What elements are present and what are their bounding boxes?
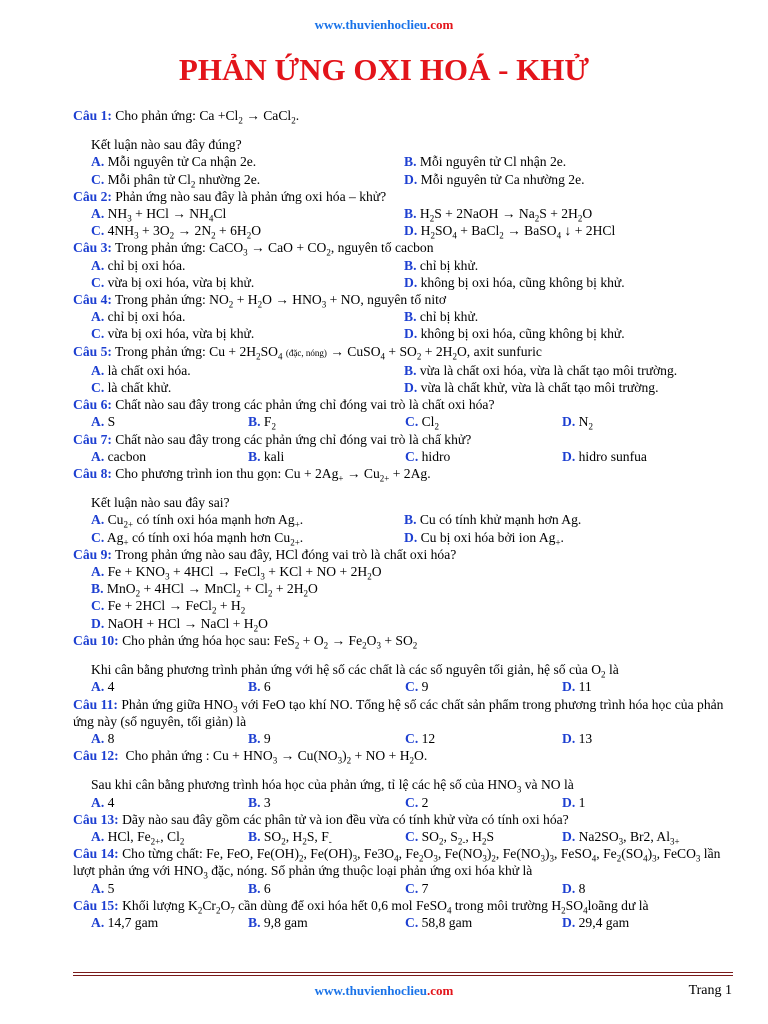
- option-row: [73, 678, 743, 695]
- question-text: Chất nào sau đây trong các phản ứng chỉ đóng vai trò là chấ khử?: [111, 431, 472, 447]
- answer-option-b: [248, 730, 405, 747]
- option-row: [73, 511, 743, 531]
- option-text: hidro: [418, 448, 451, 464]
- option-letter: D.: [91, 615, 105, 631]
- option-text: 12: [418, 730, 436, 746]
- answer-option-d: [404, 325, 717, 342]
- answer-option-a: [91, 308, 404, 325]
- question-number: Câu 11:: [73, 696, 118, 712]
- question-4: [73, 291, 743, 343]
- answer-option-c: [405, 678, 562, 695]
- answer-option-c: [91, 529, 404, 546]
- option-text: không bị oxi hóa, cũng không bị khử.: [417, 274, 625, 290]
- question-8: [73, 465, 743, 546]
- answer-option-d: [562, 413, 719, 433]
- option-letter: D.: [404, 380, 418, 396]
- question-number: Câu 10:: [73, 632, 119, 648]
- option-text: 5: [104, 880, 115, 896]
- answer-option-c: [405, 448, 562, 465]
- question-number: Câu 3:: [73, 240, 112, 256]
- question-number: Câu 7:: [73, 431, 112, 447]
- answer-option-d: [404, 529, 717, 546]
- question-text: Dãy nào sau đây gồm các phân tử và ion đều vừa có tính khử vừa có tính oxi hóa?: [118, 811, 569, 827]
- question-stem: [73, 188, 743, 205]
- answer-option-b: [404, 257, 717, 274]
- answer-option-b: [404, 153, 717, 170]
- option-letter: A.: [91, 309, 105, 325]
- option-text: vừa bị oxi hóa, vừa bị khử.: [104, 274, 255, 290]
- question-2: [73, 188, 743, 240]
- option-text: $N_2$: [575, 414, 593, 433]
- option-text: $SO_2$, $S_{2-}$, $H_2S$: [418, 828, 495, 847]
- option-letter: C.: [405, 730, 419, 746]
- question-6: [73, 396, 743, 433]
- option-text: 9,8 gam: [260, 914, 308, 930]
- answer-option-d: [562, 730, 719, 747]
- option-text: Mỗi nguyên tử Ca nhường 2e.: [417, 171, 585, 187]
- question-stem: [73, 811, 743, 828]
- option-text: chỉ bị khử.: [416, 309, 479, 325]
- option-letter: D.: [562, 730, 576, 746]
- answer-option-b: [248, 794, 405, 811]
- question-10: [73, 632, 743, 696]
- option-letter: C.: [91, 598, 105, 614]
- question-list: [73, 107, 743, 931]
- option-row: [73, 205, 743, 222]
- option-text: 3: [260, 794, 271, 810]
- answer-option-a: [91, 730, 248, 747]
- option-letter: C.: [405, 414, 419, 430]
- option-letter: B.: [404, 362, 417, 378]
- answer-option-a: [91, 880, 248, 897]
- option-text: Mỗi nguyên tử Ca nhận 2e.: [104, 154, 257, 170]
- question-text: Trong phản ứng: $NO_2 + H_2O \to HNO_3$ + NO, nguyên tố nitơ: [111, 292, 447, 310]
- option-letter: D.: [562, 414, 576, 430]
- question-prompt: Kết luận nào sau đây sai?: [91, 495, 230, 511]
- question-text: Cho phản ứng : $Cu + HNO_3 \to Cu(NO_3)_2$ + NO + $H_2O$.: [118, 748, 428, 766]
- answer-option-b: [248, 828, 405, 845]
- option-letter: B.: [248, 880, 261, 896]
- question-13: [73, 811, 743, 845]
- option-row: [73, 529, 743, 546]
- option-letter: B.: [248, 730, 261, 746]
- answer-option-c: [91, 379, 404, 396]
- option-letter: C.: [91, 380, 105, 396]
- question-text: Phản ứng nào sau đây là phản ứng oxi hóa – khử?: [111, 188, 387, 204]
- option-letter: C.: [91, 274, 105, 290]
- option-text: chỉ bị khử.: [416, 257, 479, 273]
- option-text: $H_2S$ + 2NaOH → $Na_2S + 2H_2O$: [416, 206, 593, 224]
- option-text: là chất khử.: [104, 380, 172, 396]
- question-text: Trong phản ứng nào sau đây, HCl đóng vai trò là chất oxi hóa?: [111, 546, 457, 562]
- footer-site-suffix: .com: [426, 983, 454, 998]
- option-letter: B.: [404, 257, 417, 273]
- option-letter: B.: [248, 448, 261, 464]
- option-text: hidro sunfua: [575, 448, 647, 464]
- answer-option-d: [404, 379, 717, 396]
- question-text: Cho phương trình ion thu gọn: $Cu + 2Ag_+ \to Cu_{2+} + 2Ag$.: [111, 466, 431, 484]
- option-row: [73, 325, 743, 342]
- question-11: [73, 696, 743, 748]
- option-row: [73, 379, 743, 396]
- option-letter: A.: [91, 362, 105, 378]
- option-text: 11: [575, 679, 592, 695]
- question-stem: [73, 431, 743, 448]
- option-text: Mỗi nguyên tử Cl nhận 2e.: [416, 154, 567, 170]
- option-letter: D.: [562, 679, 576, 695]
- option-text: 8: [104, 730, 115, 746]
- option-text: $NH_3$ + HCl → $NH_4Cl$: [104, 206, 227, 224]
- question-text: Cho phản ứng: $Ca +Cl_2$ → CaCl$_2$.: [111, 108, 300, 126]
- option-letter: A.: [91, 914, 105, 930]
- question-number: Câu 12:: [73, 748, 119, 764]
- option-letter: C.: [405, 679, 419, 695]
- answer-option-a: [91, 794, 248, 811]
- option-row: [73, 794, 743, 811]
- option-text: 4: [104, 794, 115, 810]
- option-text: Fe + 2HCl → FeCl$_2$ + $H_2$: [104, 598, 246, 617]
- header-site-suffix: .com: [426, 17, 454, 32]
- option-letter: A.: [91, 730, 105, 746]
- option-text: vừa là chất khử, vừa là chất tạo môi trường.: [417, 380, 659, 396]
- option-letter: B.: [91, 581, 104, 597]
- question-number: Câu 14:: [73, 846, 119, 862]
- option-letter: A.: [91, 828, 105, 844]
- option-text: 29,4 gam: [575, 914, 630, 930]
- option-letter: D.: [562, 448, 576, 464]
- option-text: 4: [104, 679, 115, 695]
- answer-option-b: [248, 678, 405, 695]
- answer-option-a: [91, 448, 248, 465]
- option-letter: D.: [562, 828, 576, 844]
- answer-option-b: [248, 413, 405, 433]
- question-14: [73, 845, 743, 897]
- answer-option-c: [91, 222, 404, 239]
- option-letter: D.: [404, 326, 418, 342]
- option-text: MnO$_2$ + 4HCl → MnCl$_2$ + $Cl_2 + 2H_2O$: [103, 581, 318, 599]
- answer-option-a: [91, 914, 248, 931]
- option-letter: A.: [91, 206, 105, 222]
- option-text: 1: [575, 794, 586, 810]
- option-letter: A.: [91, 154, 105, 170]
- question-number: Câu 1:: [73, 108, 112, 123]
- option-text: 2: [418, 794, 429, 810]
- option-text: vừa bị oxi hóa, vừa bị khử.: [104, 326, 255, 342]
- option-letter: A.: [91, 679, 105, 695]
- question-text: Khối lượng $K_2Cr_2O_7$ cần dùng để oxi hóa hết 0,6 mol FeSO$_4$ trong môi trường $H_2SO_4loãng$ dư là: [118, 897, 649, 916]
- question-text: Cho phản ứng hóa học sau: $FeS_2 + O_2 \to Fe_2O_3 + SO_2$: [118, 632, 418, 651]
- option-row: [73, 413, 743, 433]
- option-letter: B.: [248, 414, 261, 430]
- option-text: 14,7 gam: [104, 914, 159, 930]
- option-letter: B.: [248, 679, 261, 695]
- answer-option-c: [405, 828, 562, 845]
- question-9: [73, 546, 743, 632]
- option-row: [73, 153, 743, 170]
- question-number: Câu 9:: [73, 546, 112, 562]
- option-text: $F_2$: [260, 414, 276, 433]
- question-stem: [73, 696, 743, 730]
- option-letter: B.: [248, 794, 261, 810]
- answer-option-d: [562, 828, 719, 845]
- answer-option-b: [248, 448, 405, 465]
- question-text: Cho từng chất: Fe, FeO, $Fe(OH)_2$, $Fe(OH)_3$, $Fe3O_4$, $Fe_2O_3$, $Fe(NO_3)_2$, $Fe(NO_3)_3$, FeSO$_4$, $Fe_2(SO_4)_3$, FeCO$_3$ lần lượt phản ứng với $HNO_3$ đặc, nóng. Số phản ứng thuộc loại phản ứng oxi hóa khử là: [73, 846, 721, 882]
- option-letter: B.: [404, 154, 417, 170]
- option-text: $Na2SO_3$, Br2, $Al_{3+}$: [575, 828, 680, 847]
- footer-site-prefix: www.thuvienhoclieu: [314, 983, 427, 998]
- answer-option-c: [91, 171, 404, 188]
- footer-divider-2: [73, 975, 733, 976]
- answer-option-d: [562, 880, 719, 897]
- option-row: [73, 828, 743, 845]
- answer-option-b: [248, 914, 405, 931]
- answer-option-d: [562, 914, 719, 931]
- question-stem: [73, 546, 743, 563]
- question-stem: [73, 465, 743, 482]
- answer-option-b: [404, 205, 717, 222]
- answer-option-d: [562, 448, 719, 465]
- option-text: kali: [260, 448, 285, 464]
- option-row: [73, 615, 743, 632]
- question-15: [73, 897, 743, 931]
- option-text: $Cl_2$: [418, 414, 439, 433]
- option-text: 7: [418, 880, 429, 896]
- answer-option-a: [91, 205, 404, 222]
- option-text: 6: [260, 679, 271, 695]
- option-text: 13: [575, 730, 593, 746]
- option-row: [73, 222, 743, 239]
- option-text: là chất oxi hóa.: [104, 362, 191, 378]
- option-row: [73, 880, 743, 897]
- question-stem: [73, 897, 743, 914]
- answer-option-a: [91, 257, 404, 274]
- option-letter: C.: [405, 880, 419, 896]
- option-row: [73, 914, 743, 931]
- option-text: 58,8 gam: [418, 914, 473, 930]
- question-stem: [73, 396, 743, 413]
- question-text: Phản ứng giữa $HNO_3$ với FeO tạo khí NO. Tổng hệ số các chất sản phẩm trong phương trình hóa học của phản ứng này (số nguyên, tối giản) là: [73, 696, 724, 729]
- question-7: [73, 431, 743, 465]
- option-text: $Cu_{2+}$ có tính oxi hóa mạnh hơn $Ag_+$.: [104, 512, 304, 531]
- option-letter: A.: [91, 414, 105, 430]
- option-text: Cu có tính khử mạnh hơn Ag.: [416, 512, 582, 528]
- question-stem: [73, 845, 743, 882]
- option-text: 9: [418, 679, 429, 695]
- header-site-prefix: www.thuvienhoclieu: [314, 17, 427, 32]
- option-letter: A.: [91, 448, 105, 464]
- option-row: [73, 730, 743, 747]
- answer-option-c: [91, 597, 743, 617]
- option-letter: B.: [404, 309, 417, 325]
- answer-option-c: [405, 730, 562, 747]
- question-prompt: Sau khi cân bằng phương trình hóa học của phản ứng, tỉ lệ các hệ số của $HNO_3$ và NO là: [91, 777, 574, 796]
- answer-option-c: [405, 914, 562, 931]
- option-text: $Fe + KNO_3 + 4HCl$ → FeCl$_3$ + KCl + NO + $2H_2O$: [104, 564, 382, 582]
- question-stem: [73, 291, 743, 308]
- answer-option-d: [404, 222, 717, 239]
- option-text: $SO_2$, $H_2S$, $F_-$: [260, 828, 332, 847]
- answer-option-c: [405, 794, 562, 811]
- option-row: [73, 171, 743, 188]
- option-text: S: [104, 414, 116, 430]
- option-text: $4NH_3 + 3O_2 \to 2N_2 + 6H_2O$: [104, 223, 262, 241]
- option-row: [73, 597, 743, 617]
- option-text: chỉ bị oxi hóa.: [104, 309, 186, 325]
- answer-option-b: [91, 580, 743, 597]
- option-letter: D.: [562, 794, 576, 810]
- question-prompt: Kết luận nào sau đây đúng?: [91, 137, 242, 153]
- option-letter: C.: [91, 223, 105, 239]
- option-row: [73, 362, 743, 379]
- answer-option-b: [404, 308, 717, 325]
- question-number: Câu 2:: [73, 188, 112, 204]
- option-text: 9: [260, 730, 271, 746]
- option-text: $Ag_+$ có tính oxi hóa mạnh hơn $Cu_{2+}$.: [104, 529, 304, 548]
- answer-option-b: [248, 880, 405, 897]
- option-letter: B.: [404, 512, 417, 528]
- option-row: [73, 580, 743, 597]
- option-row: [73, 563, 743, 580]
- question-number: Câu 6:: [73, 397, 112, 413]
- option-letter: A.: [91, 257, 105, 273]
- question-5: [73, 343, 743, 397]
- question-number: Câu 8:: [73, 466, 112, 482]
- answer-option-a: [91, 413, 248, 430]
- option-letter: B.: [248, 828, 261, 844]
- question-stem: [73, 343, 743, 362]
- option-letter: A.: [91, 880, 105, 896]
- header-site[interactable]: [0, 17, 768, 33]
- option-text: HCl, $Fe_{2+}$, $Cl_2$: [104, 828, 185, 847]
- answer-option-a: [91, 563, 743, 580]
- answer-option-c: [91, 325, 404, 342]
- option-letter: C.: [91, 171, 105, 187]
- answer-option-b: [404, 511, 717, 528]
- answer-option-a: [91, 153, 404, 170]
- answer-option-d: [562, 678, 719, 695]
- question-3: [73, 239, 743, 291]
- answer-option-a: [91, 511, 404, 531]
- option-letter: C.: [405, 828, 419, 844]
- question-stem: [73, 239, 743, 259]
- question-12: [73, 747, 743, 811]
- question-stem: [73, 107, 743, 124]
- page-number: Trang 1: [688, 983, 732, 998]
- footer-divider: [73, 972, 733, 973]
- option-text: vừa là chất oxi hóa, vừa là chất tạo môi trường.: [416, 362, 678, 378]
- option-letter: D.: [404, 274, 418, 290]
- option-letter: D.: [562, 914, 576, 930]
- answer-option-d: [404, 274, 717, 291]
- option-text: cacbon: [104, 448, 147, 464]
- question-number: Câu 5:: [73, 343, 112, 359]
- option-text: 8: [575, 880, 586, 896]
- option-letter: D.: [404, 223, 418, 239]
- option-letter: B.: [248, 914, 261, 930]
- option-letter: A.: [91, 794, 105, 810]
- option-text: chỉ bị oxi hóa.: [104, 257, 186, 273]
- option-row: [73, 308, 743, 325]
- answer-option-a: [91, 362, 404, 379]
- answer-option-c: [405, 880, 562, 897]
- question-number: Câu 15:: [73, 897, 119, 913]
- answer-option-c: [91, 274, 404, 291]
- option-letter: C.: [91, 529, 105, 545]
- option-row: [73, 448, 743, 465]
- option-letter: D.: [404, 171, 418, 187]
- answer-option-d: [91, 615, 743, 632]
- option-letter: D.: [562, 880, 576, 896]
- option-row: [73, 274, 743, 291]
- question-number: Câu 13:: [73, 811, 119, 827]
- answer-option-a: [91, 678, 248, 695]
- question-text: Chất nào sau đây trong các phản ứng chỉ đóng vai trò là chất oxi hóa?: [111, 397, 495, 413]
- question-number: Câu 4:: [73, 292, 112, 308]
- option-text: $H_2SO_4$ + BaCl$_2$ → BaSO$_4$ ↓ + 2HCl: [417, 223, 616, 241]
- option-letter: D.: [404, 529, 418, 545]
- option-letter: C.: [405, 794, 419, 810]
- option-text: 6: [260, 880, 271, 896]
- option-letter: C.: [405, 448, 419, 464]
- option-text: Cu bị oxi hóa bởi ion $Ag_+$.: [417, 529, 564, 548]
- question-prompt: Khi cân bằng phương trình phản ứng với hệ số các chất là các số nguyên tối giản, hệ số của $O_2$ là: [91, 662, 619, 680]
- question-stem: [73, 632, 743, 649]
- answer-option-c: [405, 413, 562, 433]
- option-text: NaOH + HCl → NaCl + $H_2O$: [104, 615, 268, 634]
- answer-option-d: [562, 794, 719, 811]
- option-letter: A.: [91, 512, 105, 528]
- answer-option-a: [91, 828, 248, 845]
- question-stem: [73, 747, 743, 764]
- option-text: Mỗi phân tử $Cl_2$ nhường 2e.: [104, 171, 261, 190]
- page-title: PHẢN ỨNG OXI HOÁ - KHỬ: [178, 52, 590, 87]
- option-text: không bị oxi hóa, cũng không bị khử.: [417, 326, 625, 342]
- option-letter: C.: [405, 914, 419, 930]
- footer-site[interactable]: [0, 983, 768, 999]
- question-1: [73, 107, 743, 188]
- question-text: Trong phản ứng: $Cu + 2H_2SO_4$ (đặc, nóng) → CuSO$_4$ + $SO_2 + 2H_2O$, axit sunfuric: [111, 343, 542, 362]
- answer-option-b: [404, 362, 717, 379]
- option-letter: C.: [91, 326, 105, 342]
- question-text: Trong phản ứng: CaCO$_3$ → CaO + $CO_2$, nguyên tố cacbon: [111, 240, 434, 259]
- option-row: [73, 257, 743, 274]
- option-letter: A.: [91, 564, 105, 580]
- answer-option-d: [404, 171, 717, 188]
- option-letter: B.: [404, 206, 417, 222]
